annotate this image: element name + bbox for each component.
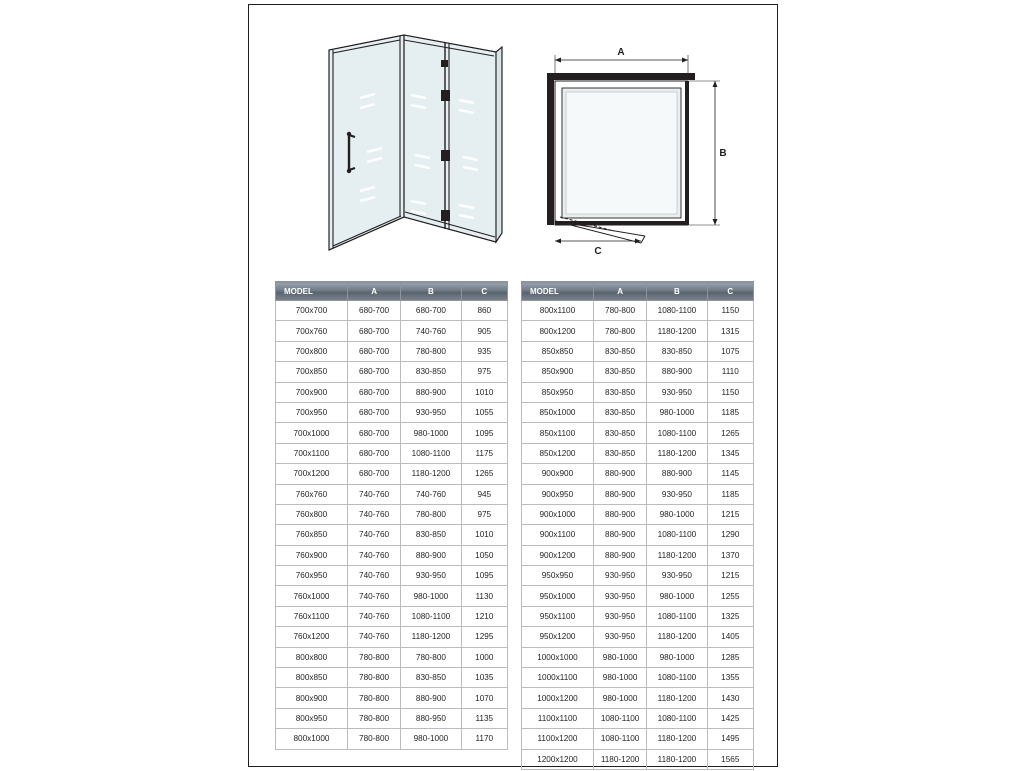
spec-table-left: [275, 281, 508, 750]
cell-c: 1150: [707, 382, 753, 402]
cell-c: 1130: [461, 586, 507, 606]
cell-model: 800x900: [276, 688, 348, 708]
cell-a: 680-700: [347, 443, 400, 463]
cell-c: 1265: [461, 464, 507, 484]
cell-a: 680-700: [347, 321, 400, 341]
cell-c: 1055: [461, 402, 507, 422]
cell-b: 1080-1100: [647, 606, 707, 626]
shower-enclosure-plan-view: [547, 47, 727, 257]
spec-sheet: [248, 4, 778, 767]
table-row: [276, 627, 508, 647]
cell-model: 700x1000: [276, 423, 348, 443]
table-row: [522, 341, 754, 361]
cell-c: 1345: [707, 443, 753, 463]
table-row: [522, 627, 754, 647]
cell-b: 980-1000: [401, 586, 461, 606]
cell-c: 1075: [707, 341, 753, 361]
cell-b: 1080-1100: [647, 301, 707, 321]
cell-c: 1325: [707, 606, 753, 626]
table-row: [276, 586, 508, 606]
cell-b: 1080-1100: [647, 708, 707, 728]
cell-model: 760x950: [276, 566, 348, 586]
cell-c: 1145: [707, 464, 753, 484]
cell-model: 950x1200: [522, 627, 594, 647]
cell-a: 780-800: [347, 668, 400, 688]
cell-b: 980-1000: [647, 504, 707, 524]
cell-model: 950x1000: [522, 586, 594, 606]
table-row: [522, 708, 754, 728]
cell-a: 830-850: [593, 362, 646, 382]
cell-b: 780-800: [401, 341, 461, 361]
cell-c: 1215: [707, 504, 753, 524]
cell-c: 1185: [707, 484, 753, 504]
cell-model: 1000x1100: [522, 668, 594, 688]
cell-b: 1080-1100: [647, 525, 707, 545]
table-row: [276, 545, 508, 565]
cell-a: 780-800: [593, 301, 646, 321]
cell-b: 1180-1200: [647, 627, 707, 647]
cell-a: 780-800: [347, 647, 400, 667]
table-row: [276, 362, 508, 382]
cell-a: 740-760: [347, 525, 400, 545]
table-row: [276, 341, 508, 361]
cell-c: 860: [461, 301, 507, 321]
cell-b: 1080-1100: [401, 443, 461, 463]
cell-model: 950x950: [522, 566, 594, 586]
cell-b: 740-760: [401, 484, 461, 504]
cell-a: 880-900: [593, 504, 646, 524]
cell-b: 880-900: [647, 362, 707, 382]
cell-c: 1070: [461, 688, 507, 708]
plan-label-b: B: [719, 148, 727, 159]
table-row: [522, 464, 754, 484]
table-row: [522, 749, 754, 769]
cell-c: 1315: [707, 321, 753, 341]
cell-model: 700x800: [276, 341, 348, 361]
header-model: MODEL: [276, 282, 348, 301]
table-row: [276, 606, 508, 626]
cell-c: 1135: [461, 708, 507, 728]
cell-a: 830-850: [593, 443, 646, 463]
spec-table-left-header: [276, 282, 508, 301]
table-row: [522, 545, 754, 565]
table-row: [522, 301, 754, 321]
cell-a: 740-760: [347, 484, 400, 504]
cell-b: 780-800: [401, 504, 461, 524]
cell-a: 830-850: [593, 423, 646, 443]
cell-model: 1000x1200: [522, 688, 594, 708]
cell-model: 900x1000: [522, 504, 594, 524]
cell-c: 975: [461, 504, 507, 524]
cell-c: 1290: [707, 525, 753, 545]
cell-b: 1080-1100: [647, 423, 707, 443]
cell-c: 1295: [461, 627, 507, 647]
cell-model: 700x850: [276, 362, 348, 382]
cell-c: 1050: [461, 545, 507, 565]
table-row: [522, 586, 754, 606]
cell-b: 1180-1200: [647, 688, 707, 708]
header-c: C: [461, 282, 507, 301]
cell-a: 980-1000: [593, 688, 646, 708]
header-a: A: [347, 282, 400, 301]
cell-b: 830-850: [647, 341, 707, 361]
cell-c: 1285: [707, 647, 753, 667]
spec-table-right-header: [522, 282, 754, 301]
cell-b: 1180-1200: [401, 627, 461, 647]
cell-a: 680-700: [347, 464, 400, 484]
cell-model: 900x1200: [522, 545, 594, 565]
cell-c: 1175: [461, 443, 507, 463]
cell-a: 680-700: [347, 423, 400, 443]
cell-a: 980-1000: [593, 647, 646, 667]
cell-a: 780-800: [347, 688, 400, 708]
cell-model: 700x760: [276, 321, 348, 341]
cell-a: 1180-1200: [593, 749, 646, 769]
cell-a: 680-700: [347, 402, 400, 422]
cell-c: 1370: [707, 545, 753, 565]
table-row: [522, 647, 754, 667]
cell-c: 1430: [707, 688, 753, 708]
cell-b: 880-900: [647, 464, 707, 484]
table-row: [522, 362, 754, 382]
cell-c: 905: [461, 321, 507, 341]
cell-a: 1080-1100: [593, 729, 646, 749]
table-row: [276, 647, 508, 667]
cell-a: 780-800: [593, 321, 646, 341]
table-row: [276, 402, 508, 422]
cell-a: 780-800: [347, 729, 400, 749]
table-row: [276, 321, 508, 341]
header-a: A: [593, 282, 646, 301]
cell-model: 900x900: [522, 464, 594, 484]
cell-b: 980-1000: [401, 729, 461, 749]
table-row: [522, 504, 754, 524]
cell-model: 700x700: [276, 301, 348, 321]
table-row: [276, 484, 508, 504]
cell-a: 680-700: [347, 362, 400, 382]
table-row: [522, 443, 754, 463]
header-b: B: [401, 282, 461, 301]
cell-model: 800x1000: [276, 729, 348, 749]
cell-model: 760x1000: [276, 586, 348, 606]
spec-table-right: [521, 281, 754, 770]
cell-model: 850x1000: [522, 402, 594, 422]
cell-model: 760x1100: [276, 606, 348, 626]
cell-b: 1180-1200: [647, 443, 707, 463]
cell-model: 1000x1000: [522, 647, 594, 667]
cell-b: 880-900: [401, 382, 461, 402]
cell-b: 930-950: [647, 484, 707, 504]
cell-model: 950x1100: [522, 606, 594, 626]
cell-a: 880-900: [593, 464, 646, 484]
cell-a: 930-950: [593, 606, 646, 626]
cell-c: 1495: [707, 729, 753, 749]
cell-a: 680-700: [347, 382, 400, 402]
cell-c: 975: [461, 362, 507, 382]
cell-model: 850x950: [522, 382, 594, 402]
table-row: [276, 504, 508, 524]
cell-c: 1255: [707, 586, 753, 606]
cell-c: 1010: [461, 525, 507, 545]
cell-b: 1080-1100: [647, 668, 707, 688]
table-row: [522, 606, 754, 626]
cell-a: 980-1000: [593, 668, 646, 688]
header-model: MODEL: [522, 282, 594, 301]
cell-a: 1080-1100: [593, 708, 646, 728]
cell-b: 1180-1200: [647, 749, 707, 769]
cell-a: 780-800: [347, 708, 400, 728]
cell-a: 830-850: [593, 382, 646, 402]
cell-b: 680-700: [401, 301, 461, 321]
cell-model: 850x1200: [522, 443, 594, 463]
cell-b: 880-900: [401, 545, 461, 565]
cell-model: 1100x1100: [522, 708, 594, 728]
cell-b: 980-1000: [647, 402, 707, 422]
table-row: [276, 443, 508, 463]
table-row: [522, 484, 754, 504]
cell-a: 930-950: [593, 586, 646, 606]
cell-model: 1100x1200: [522, 729, 594, 749]
cell-model: 800x950: [276, 708, 348, 728]
table-row: [276, 566, 508, 586]
cell-b: 1180-1200: [647, 545, 707, 565]
header-b: B: [647, 282, 707, 301]
cell-a: 880-900: [593, 525, 646, 545]
cell-model: 760x900: [276, 545, 348, 565]
table-row: [276, 301, 508, 321]
cell-c: 1095: [461, 423, 507, 443]
cell-b: 740-760: [401, 321, 461, 341]
table-row: [276, 464, 508, 484]
cell-c: 1095: [461, 566, 507, 586]
cell-model: 850x1100: [522, 423, 594, 443]
cell-model: 760x850: [276, 525, 348, 545]
cell-b: 930-950: [401, 566, 461, 586]
cell-model: 900x950: [522, 484, 594, 504]
cell-b: 830-850: [401, 525, 461, 545]
cell-a: 830-850: [593, 402, 646, 422]
table-row: [522, 525, 754, 545]
table-row: [522, 668, 754, 688]
cell-a: 830-850: [593, 341, 646, 361]
cell-a: 740-760: [347, 586, 400, 606]
table-row: [276, 729, 508, 749]
cell-c: 1565: [707, 749, 753, 769]
drawing-area: [249, 5, 779, 273]
cell-b: 1180-1200: [401, 464, 461, 484]
table-row: [276, 688, 508, 708]
cell-model: 760x800: [276, 504, 348, 524]
table-row: [276, 708, 508, 728]
cell-c: 935: [461, 341, 507, 361]
cell-model: 700x900: [276, 382, 348, 402]
cell-c: 1265: [707, 423, 753, 443]
cell-model: 850x900: [522, 362, 594, 382]
cell-a: 740-760: [347, 566, 400, 586]
cell-model: 800x850: [276, 668, 348, 688]
cell-model: 760x1200: [276, 627, 348, 647]
cell-a: 680-700: [347, 301, 400, 321]
cell-b: 880-950: [401, 708, 461, 728]
cell-c: 1170: [461, 729, 507, 749]
cell-model: 700x1200: [276, 464, 348, 484]
cell-model: 1200x1200: [522, 749, 594, 769]
table-row: [522, 382, 754, 402]
cell-c: 1425: [707, 708, 753, 728]
cell-b: 780-800: [401, 647, 461, 667]
cell-a: 930-950: [593, 627, 646, 647]
cell-c: 1010: [461, 382, 507, 402]
cell-model: 900x1100: [522, 525, 594, 545]
cell-b: 830-850: [401, 668, 461, 688]
cell-a: 930-950: [593, 566, 646, 586]
cell-c: 1150: [707, 301, 753, 321]
cell-model: 800x1200: [522, 321, 594, 341]
spec-table-left-body: [276, 301, 508, 750]
cell-a: 740-760: [347, 504, 400, 524]
table-row: [522, 566, 754, 586]
cell-a: 740-760: [347, 627, 400, 647]
cell-b: 930-950: [647, 382, 707, 402]
cell-b: 1180-1200: [647, 729, 707, 749]
cell-a: 680-700: [347, 341, 400, 361]
table-row: [522, 321, 754, 341]
spec-table-left-wrapper: [275, 281, 508, 750]
shower-enclosure-3d-view: [329, 35, 502, 250]
table-row: [522, 423, 754, 443]
cell-model: 850x850: [522, 341, 594, 361]
cell-b: 1080-1100: [401, 606, 461, 626]
cell-model: 700x1100: [276, 443, 348, 463]
cell-model: 700x950: [276, 402, 348, 422]
cell-c: 1215: [707, 566, 753, 586]
cell-b: 880-900: [401, 688, 461, 708]
cell-c: 945: [461, 484, 507, 504]
cell-c: 1035: [461, 668, 507, 688]
plan-label-c: C: [594, 246, 602, 257]
cell-b: 980-1000: [647, 586, 707, 606]
table-row: [522, 729, 754, 749]
spec-table-right-body: [522, 301, 754, 770]
drawings-svg: [249, 5, 779, 273]
table-row: [276, 668, 508, 688]
cell-c: 1185: [707, 402, 753, 422]
table-row: [522, 688, 754, 708]
spec-table-right-wrapper: [521, 281, 754, 770]
cell-c: 1000: [461, 647, 507, 667]
cell-model: 760x760: [276, 484, 348, 504]
cell-c: 1355: [707, 668, 753, 688]
cell-c: 1405: [707, 627, 753, 647]
cell-c: 1210: [461, 606, 507, 626]
cell-b: 830-850: [401, 362, 461, 382]
table-row: [276, 423, 508, 443]
plan-label-a: A: [617, 47, 625, 58]
table-row: [276, 382, 508, 402]
table-row: [276, 525, 508, 545]
cell-a: 880-900: [593, 545, 646, 565]
cell-b: 930-950: [401, 402, 461, 422]
table-row: [522, 402, 754, 422]
cell-model: 800x1100: [522, 301, 594, 321]
cell-a: 740-760: [347, 545, 400, 565]
cell-b: 980-1000: [647, 647, 707, 667]
header-c: C: [707, 282, 753, 301]
cell-a: 880-900: [593, 484, 646, 504]
cell-c: 1110: [707, 362, 753, 382]
cell-b: 1180-1200: [647, 321, 707, 341]
cell-model: 800x800: [276, 647, 348, 667]
cell-a: 740-760: [347, 606, 400, 626]
cell-b: 930-950: [647, 566, 707, 586]
cell-b: 980-1000: [401, 423, 461, 443]
